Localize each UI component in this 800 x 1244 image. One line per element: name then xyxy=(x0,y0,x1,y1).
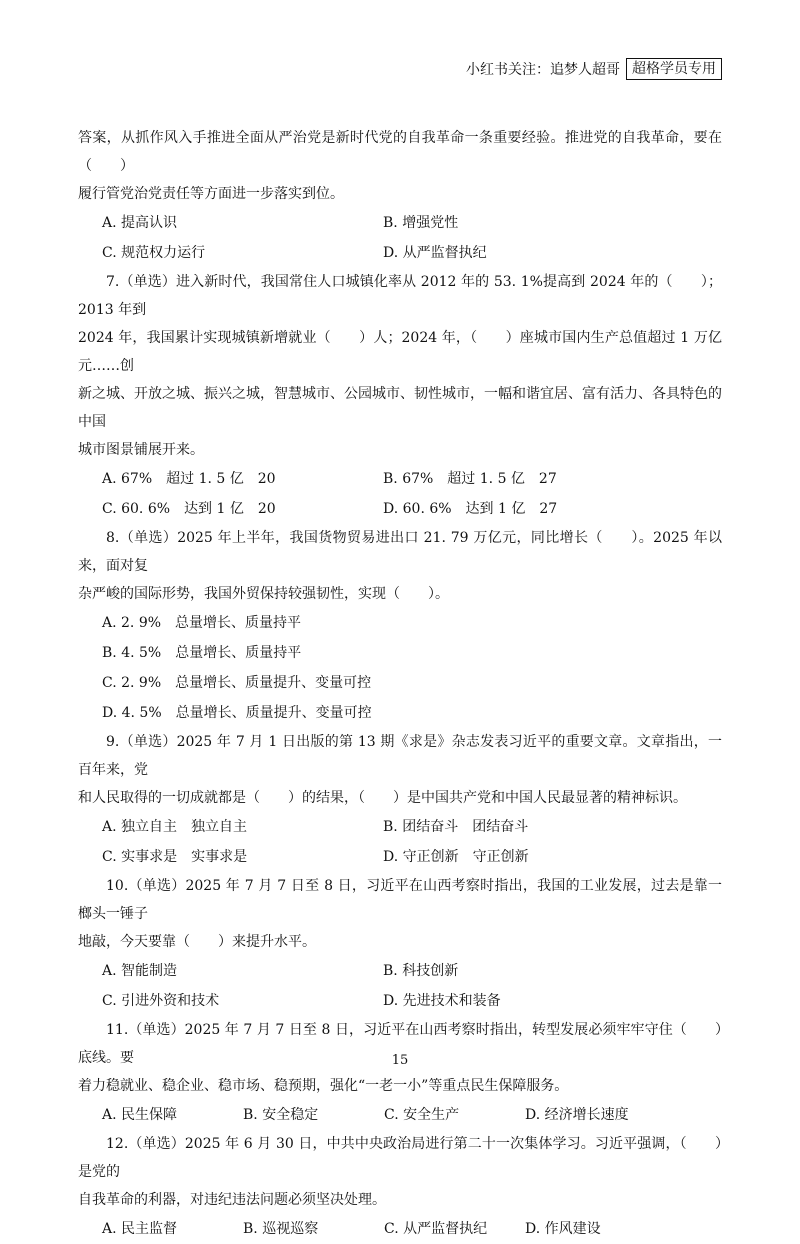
option-a: A. 2. 9% 总量增长、质量持平 xyxy=(102,615,302,631)
option-a: A. 提高认识 xyxy=(102,215,178,231)
option-b: B. 团结奋斗 团结奋斗 xyxy=(383,819,529,835)
option-d: D. 作风建设 xyxy=(525,1221,601,1237)
option-d: D. 从严监督执纪 xyxy=(383,245,487,261)
option-b: B. 安全稳定 xyxy=(243,1107,319,1123)
option-b: B. 巡视巡察 xyxy=(243,1221,319,1237)
option-d: D. 守正创新 守正创新 xyxy=(383,849,529,865)
options xyxy=(78,464,722,524)
question-line: 自我革命的利器，对违纪违法问题必须坚决处理。 xyxy=(78,1192,386,1208)
option-b: B. 67% 超过 1. 5 亿 27 xyxy=(383,471,557,487)
page-number: 15 xyxy=(391,1053,409,1068)
option-c: C. 实事求是 实事求是 xyxy=(102,849,248,865)
options xyxy=(78,812,722,872)
question-line: 和人民取得的一切成就都是（ ）的结果，（ ）是中国共产党和中国人民最显著的精神标识。 xyxy=(78,790,687,806)
option-a: A. 67% 超过 1. 5 亿 20 xyxy=(102,471,276,487)
question-line: 杂严峻的国际形势，我国外贸保持较强韧性，实现（ ）。 xyxy=(78,586,449,602)
option-b: B. 4. 5% 总量增长、质量持平 xyxy=(102,645,302,661)
option-d: D. 经济增长速度 xyxy=(525,1107,629,1123)
question-line: 11.（单选）2025 年 7 月 7 日至 8 日，习近平在山西考察时指出，转型发展必须牢牢守住（ ）底线。要 xyxy=(78,1022,722,1066)
option-c: C. 引进外资和技术 xyxy=(102,993,220,1009)
question-line: 地敲，今天要靠（ ）来提升水平。 xyxy=(78,934,316,950)
question-10 xyxy=(78,872,722,1016)
options xyxy=(78,208,722,268)
question-line: 城市图景铺展开来。 xyxy=(78,442,204,458)
page-header xyxy=(466,58,722,80)
question-line: 8.（单选）2025 年上半年，我国货物贸易进出口 21. 79 万亿元，同比增长（ ）。2025 年以来，面对复 xyxy=(78,530,722,574)
question-6 xyxy=(78,124,722,268)
header-prefix: 小红书关注：追梦人超哥 xyxy=(466,62,620,78)
option-c: C. 安全生产 xyxy=(384,1107,460,1123)
option-a: A. 民生保障 xyxy=(102,1107,178,1123)
option-d: D. 60. 6% 达到 1 亿 27 xyxy=(383,501,558,517)
option-c: C. 从严监督执纪 xyxy=(384,1221,488,1237)
options xyxy=(78,1214,722,1244)
options xyxy=(78,956,722,1016)
options xyxy=(78,1100,722,1130)
question-line: 答案，从抓作风入手推进全面从严治党是新时代党的自我革命一条重要经验。推进党的自我革命，要在（ ） xyxy=(78,130,722,174)
option-c: C. 2. 9% 总量增长、质量提升、变量可控 xyxy=(102,675,372,691)
option-a: A. 独立自主 独立自主 xyxy=(102,819,248,835)
header-badge: 超格学员专用 xyxy=(626,58,722,80)
option-a: A. 智能制造 xyxy=(102,963,178,979)
question-12 xyxy=(78,1130,722,1244)
option-a: A. 民主监督 xyxy=(102,1221,178,1237)
question-line: 着力稳就业、稳企业、稳市场、稳预期，强化“一老一小”等重点民生保障服务。 xyxy=(78,1078,569,1094)
question-line: 履行管党治党责任等方面进一步落实到位。 xyxy=(78,186,344,202)
question-content xyxy=(78,124,722,1244)
question-8 xyxy=(78,524,722,728)
question-11 xyxy=(78,1016,722,1130)
question-line: 12.（单选）2025 年 6 月 30 日，中共中央政治局进行第二十一次集体学习。习近平强调，（ ）是党的 xyxy=(78,1136,722,1180)
option-d: D. 4. 5% 总量增长、质量提升、变量可控 xyxy=(102,705,372,721)
option-b: B. 增强党性 xyxy=(383,215,459,231)
question-line: 7.（单选）进入新时代，我国常住人口城镇化率从 2012 年的 53. 1%提高到 2024 年的（ ）；2013 年到 xyxy=(78,274,722,318)
question-line: 9.（单选）2025 年 7 月 1 日出版的第 13 期《求是》杂志发表习近平的重要文章。文章指出，一百年来，党 xyxy=(78,734,722,778)
question-line: 新之城、开放之城、振兴之城，智慧城市、公园城市、韧性城市，一幅和谐宜居、富有活力、各具特色的中国 xyxy=(78,386,722,430)
option-c: C. 规范权力运行 xyxy=(102,245,206,261)
option-c: C. 60. 6% 达到 1 亿 20 xyxy=(102,501,276,517)
question-9 xyxy=(78,728,722,872)
option-d: D. 先进技术和装备 xyxy=(383,993,501,1009)
option-b: B. 科技创新 xyxy=(383,963,459,979)
question-7 xyxy=(78,268,722,524)
question-line: 10.（单选）2025 年 7 月 7 日至 8 日，习近平在山西考察时指出，我国的工业发展，过去是靠一榔头一锤子 xyxy=(78,878,722,922)
question-line: 2024 年，我国累计实现城镇新增就业（ ）人；2024 年，（ ）座城市国内生产总值超过 1 万亿元……创 xyxy=(78,330,722,374)
options xyxy=(78,608,722,728)
